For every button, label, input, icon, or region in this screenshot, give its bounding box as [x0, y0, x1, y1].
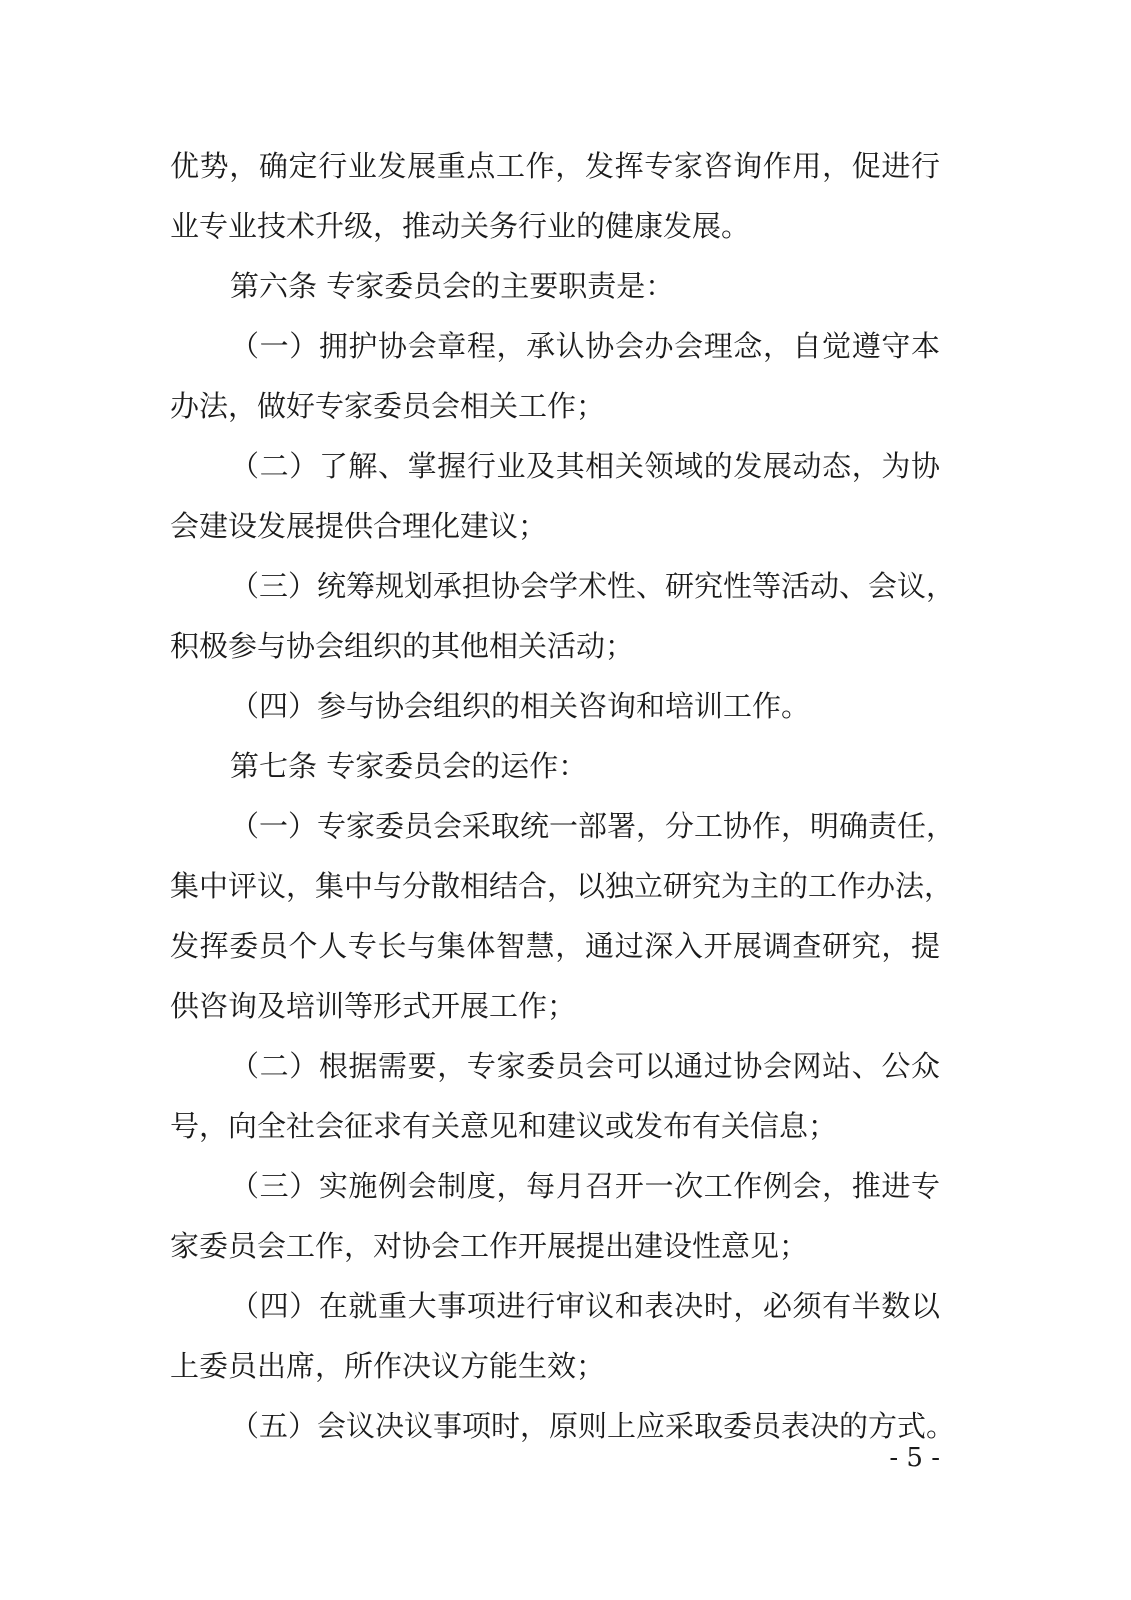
paragraph-line: （三）实施例会制度，每月召开一次工作例会，推进专	[230, 1169, 940, 1203]
paragraph-line: 家委员会工作，对协会工作开展提出建设性意见；	[170, 1229, 809, 1263]
paragraph-line: 集中评议，集中与分散相结合，以独立研究为主的工作办法，	[170, 869, 954, 903]
paragraph-line: （五）会议决议事项时，原则上应采取委员表决的方式。	[230, 1409, 956, 1443]
paragraph-line: 优势，确定行业发展重点工作，发挥专家咨询作用，促进行	[170, 149, 940, 183]
paragraph-line: 发挥委员个人专长与集体智慧，通过深入开展调查研究，提	[170, 929, 940, 963]
paragraph-line: （一）拥护协会章程，承认协会办会理念，自觉遵守本	[230, 329, 940, 363]
page-number: - 5 -	[889, 1443, 940, 1473]
paragraph-line: 办法，做好专家委员会相关工作；	[170, 389, 606, 423]
paragraph-line: （四）参与协会组织的相关咨询和培训工作。	[230, 689, 811, 723]
paragraph-line: （三）统筹规划承担协会学术性、研究性等活动、会议，	[230, 569, 956, 603]
paragraph-line: 供咨询及培训等形式开展工作；	[170, 989, 577, 1023]
paragraph-line: （二）了解、掌握行业及其相关领域的发展动态，为协	[230, 449, 940, 483]
paragraph-line: 业专业技术升级，推动关务行业的健康发展。	[170, 209, 751, 243]
paragraph-line: 积极参与协会组织的其他相关活动；	[170, 629, 635, 663]
paragraph-line: （二）根据需要，专家委员会可以通过协会网站、公众	[230, 1049, 940, 1083]
paragraph-line: 上委员出席，所作决议方能生效；	[170, 1349, 606, 1383]
paragraph-line: （一）专家委员会采取统一部署，分工协作，明确责任，	[230, 809, 956, 843]
article-heading: 第六条 专家委员会的主要职责是：	[230, 269, 675, 303]
paragraph-line: （四）在就重大事项进行审议和表决时，必须有半数以	[230, 1289, 940, 1323]
paragraph-line: 会建设发展提供合理化建议；	[170, 509, 548, 543]
article-heading: 第七条 专家委员会的运作：	[230, 749, 588, 783]
paragraph-line: 号，向全社会征求有关意见和建议或发布有关信息；	[170, 1109, 838, 1143]
